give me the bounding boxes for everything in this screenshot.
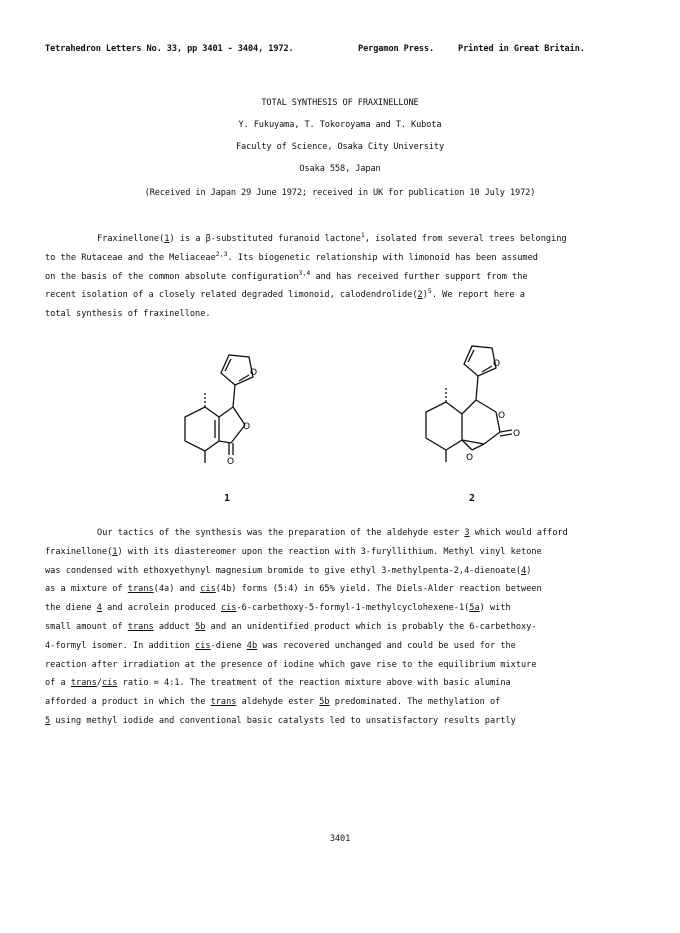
structure-1-fraxinellone (155, 345, 295, 465)
carbonyl-oxygen-label: O (227, 457, 235, 465)
ring-oxygen-label: O (243, 422, 251, 432)
furan-oxygen-label: O (493, 359, 501, 369)
affiliation: Faculty of Science, Osaka City University (235, 142, 445, 152)
structure-2-calodendrolide (400, 340, 540, 465)
epoxide-oxygen-label: O (466, 453, 474, 463)
received-dates: (Received in Japan 29 June 1972; received in UK for publication 10 July 1972) (144, 188, 536, 198)
journal-citation: Tetrahedron Letters No. 33, pp 3401 - 3404, 1972. (45, 44, 294, 54)
body-paragraph: Our tactics of the synthesis was the preparation of the aldehyde ester 3 which would afford fraxinellone(1) with its diastereomer upon the reaction with 3-furyllithium. Methyl vinyl ketone was condensed with ethoxyethynyl magnesium bromide to give ethyl 3-methylpenta-2,4-dienoate(4) as a mixture of trans(4a) and cis(4b) forms (5:4) in 65% yield. The Diels-Alder reaction between the diene 4 and acrolein produced cis-6-carbethoxy-5-formyl-1-methylcyclohexene-1(5a) with small amount of trans adduct 5b and an unidentified product which is probably the 6-carbethoxy- 4-formyl isomer. In addition cis-diene 4b was recovered unchanged and could be used for the reaction after irradiation at the presence of iodine which gave rise to the equilibrium mixture of a trans/cis ratio = 4:1. The treatment of the reaction mixture above with basic alumina afforded a product in which the trans aldehyde ester 5b predominated. The methylation of 5 using methyl iodide and conventional basic catalysts led to unsatisfactory results partly (45, 528, 568, 726)
ring-oxygen-label: O (498, 411, 506, 421)
carbonyl-oxygen-label: O (513, 429, 521, 439)
structure-1-label: 1 (224, 493, 231, 504)
publisher: Pergamon Press. (358, 44, 435, 54)
paper-title: TOTAL SYNTHESIS OF FRAXINELLONE (261, 98, 419, 108)
intro-paragraph: Fraxinellone(1) is a β-substituted furanoid lactone$^1$, isolated from several trees belonging to the Rutaceae and the Meliaceae$^{2,3}$. Its biogenetic relationship with limonoid has been assumed on the basis of the common absolute configuration$^{3,4}$ and has received further support from the recent isolation of a closely related degraded limonoid, $calodendrolide(2)^5$. We report here a total synthesis of fraxinellone. (45, 231, 567, 320)
printed-note: Printed in Great Britain. (458, 44, 585, 54)
page-number: 3401 (329, 834, 351, 844)
structure-2-label: 2 (469, 493, 476, 504)
address: Osaka 558, Japan (299, 164, 381, 174)
furan-oxygen-label: O (250, 368, 258, 378)
authors: Y. Fukuyama, T. Tokoroyama and T. Kubota (238, 120, 442, 130)
